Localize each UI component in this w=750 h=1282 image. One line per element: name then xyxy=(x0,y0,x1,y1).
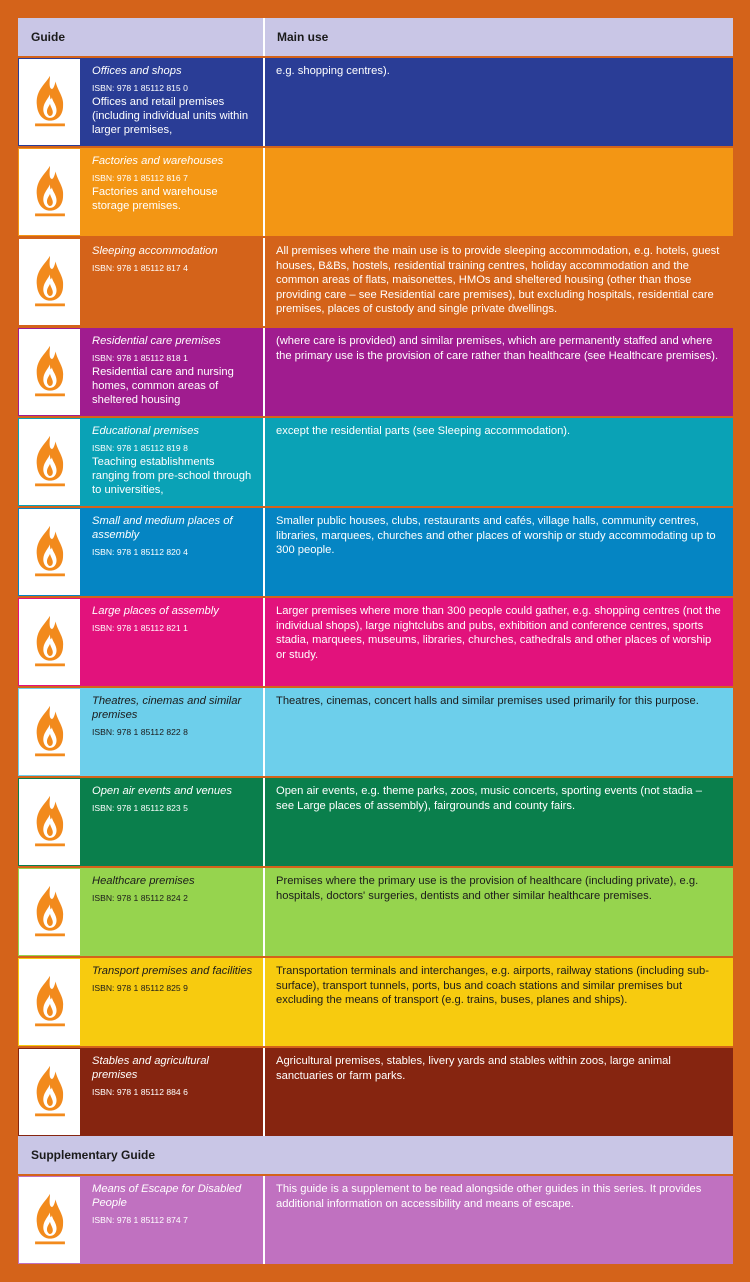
guide-title: Offices and shops xyxy=(92,65,182,77)
fire-hazard-icon xyxy=(19,419,80,505)
guide-title: Healthcare premises xyxy=(92,875,195,887)
guide-description xyxy=(80,778,263,866)
fire-hazard-icon xyxy=(19,599,80,685)
fire-hazard-icon xyxy=(19,149,80,235)
guide-isbn: ISBN: 978 1 85112 815 0 xyxy=(92,83,188,93)
guide-isbn: ISBN: 978 1 85112 884 6 xyxy=(92,1087,188,1097)
guide-title: Means of Escape for Disabled People xyxy=(92,1183,242,1209)
guide-cell xyxy=(18,868,263,956)
guide-cell xyxy=(18,598,263,686)
fire-hazard-icon xyxy=(19,239,80,325)
guide-note: Residential care and nursing homes, common areas of sheltered housing xyxy=(92,366,234,406)
main-use-cell: This guide is a supplement to be read alongside other guides in this series. It provides additional information on accessibility and means of escape. xyxy=(263,1176,733,1264)
guide-title: Open air events and venues xyxy=(92,785,232,797)
guide-description xyxy=(80,1176,263,1264)
guide-description xyxy=(80,958,263,1046)
guide-isbn: ISBN: 978 1 85112 820 4 xyxy=(92,547,188,557)
guide-description xyxy=(80,148,263,236)
guide-title: Theatres, cinemas and similar premises xyxy=(92,695,242,721)
guide-row xyxy=(18,508,733,596)
guide-cell xyxy=(18,1048,263,1136)
fire-hazard-icon xyxy=(19,959,80,1045)
fire-hazard-icon xyxy=(19,689,80,775)
guide-description xyxy=(80,598,263,686)
guide-row xyxy=(18,868,733,956)
guide-row xyxy=(18,328,733,416)
guide-row xyxy=(18,958,733,1046)
guide-isbn: ISBN: 978 1 85112 816 7 xyxy=(92,173,188,183)
supplementary-header: Supplementary Guide xyxy=(18,1136,733,1174)
guide-title: Educational premises xyxy=(92,425,199,437)
main-use-cell xyxy=(263,148,733,236)
guide-title: Large places of assembly xyxy=(92,605,219,617)
guide-row xyxy=(18,148,733,236)
guide-cell xyxy=(18,418,263,506)
guide-description xyxy=(80,418,263,506)
guide-row xyxy=(18,598,733,686)
guide-isbn: ISBN: 978 1 85112 819 8 xyxy=(92,443,188,453)
guide-cell xyxy=(18,958,263,1046)
main-use-cell: Premises where the primary use is the provision of healthcare (including private), e.g. hospitals, doctors' surgeries, dentists and other similar healthcare premises. xyxy=(263,868,733,956)
main-use-cell: All premises where the main use is to provide sleeping accommodation, e.g. hotels, guest houses, B&Bs, hostels, residential training centres, holiday accommodation and the common areas of flats, maisonettes, HMOs and sheltered housing (other than those providing care – see Residential care premises), but excluding hospitals, residential care premises, places of custody and single private dwellings. xyxy=(263,238,733,326)
guide-note: Factories and warehouse storage premises. xyxy=(92,186,218,212)
guide-description xyxy=(80,58,263,146)
guide-row xyxy=(18,418,733,506)
guide-note: Offices and retail premises (including individual units within larger premises, xyxy=(92,96,249,136)
guide-isbn: ISBN: 978 1 85112 824 2 xyxy=(92,893,188,903)
guide-row xyxy=(18,688,733,776)
main-use-column-header: Main use xyxy=(263,18,733,56)
guide-cell xyxy=(18,238,263,326)
guide-isbn: ISBN: 978 1 85112 823 5 xyxy=(92,803,188,813)
guide-row xyxy=(18,778,733,866)
guide-row xyxy=(18,238,733,326)
main-use-cell: Agricultural premises, stables, livery yards and stables within zoos, large animal sanctuaries or farm parks. xyxy=(263,1048,733,1136)
guide-cell xyxy=(18,328,263,416)
guide-title: Stables and agricultural premises xyxy=(92,1055,209,1081)
guide-title: Sleeping accommodation xyxy=(92,245,218,257)
main-use-cell: Transportation terminals and interchanges, e.g. airports, railway stations (including sub-surface), transport tunnels, ports, bus and coach stations and similar premises but excluding the means of transport (e.g. trains, buses, planes and ships). xyxy=(263,958,733,1046)
guide-cell xyxy=(18,148,263,236)
main-use-cell: (where care is provided) and similar premises, which are permanently staffed and where the primary use is the provision of care rather than healthcare (see Healthcare premises). xyxy=(263,328,733,416)
guide-description xyxy=(80,868,263,956)
table-header xyxy=(18,18,733,56)
fire-hazard-icon xyxy=(19,59,80,145)
guide-isbn: ISBN: 978 1 85112 825 9 xyxy=(92,983,188,993)
guide-cell xyxy=(18,1176,263,1264)
guide-description xyxy=(80,1048,263,1136)
fire-hazard-icon xyxy=(19,329,80,415)
guide-description xyxy=(80,238,263,326)
guide-title: Small and medium places of assembly xyxy=(92,515,233,541)
fire-hazard-icon xyxy=(19,779,80,865)
guide-description xyxy=(80,508,263,596)
guide-cell xyxy=(18,778,263,866)
fire-hazard-icon xyxy=(19,1049,80,1135)
guide-cell xyxy=(18,508,263,596)
fire-hazard-icon xyxy=(19,869,80,955)
guide-title: Residential care premises xyxy=(92,335,221,347)
main-use-cell: Smaller public houses, clubs, restaurants and cafés, village halls, community centres, libraries, marquees, churches and other places of worship or study accommodating up to 300 people. xyxy=(263,508,733,596)
fire-hazard-icon xyxy=(19,509,80,595)
guide-title: Transport premises and facilities xyxy=(92,965,253,977)
guide-isbn: ISBN: 978 1 85112 817 4 xyxy=(92,263,188,273)
guide-isbn: ISBN: 978 1 85112 822 8 xyxy=(92,727,188,737)
guide-description xyxy=(80,328,263,416)
guide-column-header: Guide xyxy=(31,30,66,44)
guide-isbn: ISBN: 978 1 85112 818 1 xyxy=(92,353,188,363)
guide-description xyxy=(80,688,263,776)
guide-title: Factories and warehouses xyxy=(92,155,224,167)
fire-hazard-icon xyxy=(19,1177,80,1263)
guide-row xyxy=(18,1048,733,1136)
main-use-cell: Open air events, e.g. theme parks, zoos, music concerts, sporting events (not stadia – see Large places of assembly), fairgrounds and county fairs. xyxy=(263,778,733,866)
guide-cell xyxy=(18,688,263,776)
guide-cell xyxy=(18,58,263,146)
guide-row xyxy=(18,1176,733,1264)
guide-isbn: ISBN: 978 1 85112 874 7 xyxy=(92,1215,188,1225)
guide-row xyxy=(18,58,733,146)
guide-note: Teaching establishments ranging from pre-school through to universities, xyxy=(92,456,252,496)
main-use-cell: e.g. shopping centres). xyxy=(263,58,733,146)
guide-isbn: ISBN: 978 1 85112 821 1 xyxy=(92,623,188,633)
main-use-cell: Larger premises where more than 300 people could gather, e.g. shopping centres (not the individual shops), large nightclubs and pubs, exhibition and conference centres, sports stadia, marquees, museums, libraries, churches, cathedrals and other places of worship or study. xyxy=(263,598,733,686)
main-use-cell: except the residential parts (see Sleeping accommodation). xyxy=(263,418,733,506)
main-use-cell: Theatres, cinemas, concert halls and similar premises used primarily for this purpose. xyxy=(263,688,733,776)
